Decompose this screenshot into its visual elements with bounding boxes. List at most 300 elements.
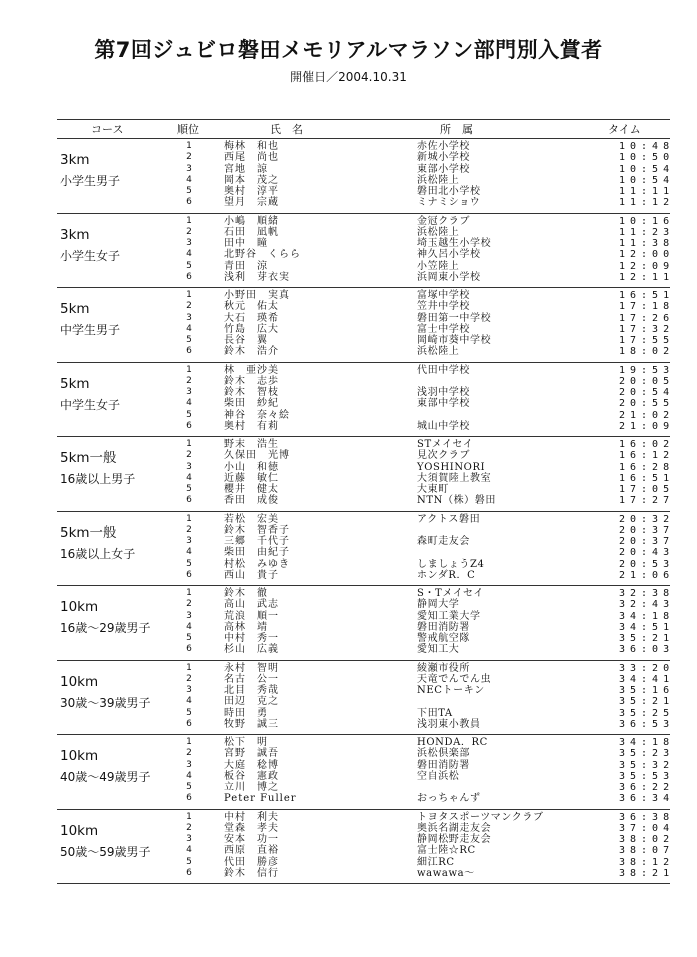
table-row <box>57 834 675 846</box>
time-cell: 33:20 <box>619 662 675 674</box>
time-cell: 35:53 <box>619 770 675 782</box>
club-cell: おっちゃんず <box>417 793 481 805</box>
table-row <box>57 513 675 525</box>
name-cell: 岡本 茂之 <box>224 174 279 186</box>
table-row <box>57 759 675 771</box>
time-cell: 32:43 <box>619 599 675 611</box>
name-cell: 梅林 和也 <box>224 141 279 152</box>
club-cell: 赤佐小学校 <box>417 141 470 152</box>
club-cell: ホンダR．C <box>417 569 476 581</box>
rank-cell: 6 <box>186 420 192 431</box>
time-cell: 37:04 <box>619 822 675 834</box>
table-row <box>57 398 675 410</box>
table-row <box>57 461 675 473</box>
results-table <box>57 119 675 884</box>
table-row <box>57 186 675 198</box>
table-row <box>57 737 675 748</box>
category-block <box>57 661 675 735</box>
rank-cell: 1 <box>186 811 192 822</box>
table-row <box>57 856 675 868</box>
name-cell: 青田 涼 <box>224 260 268 272</box>
club-cell: 神久呂小学校 <box>417 249 481 261</box>
club-cell: 空自浜松 <box>417 770 460 782</box>
name-cell: 立川 博之 <box>224 782 279 794</box>
name-cell: 奥村 有莉 <box>224 420 279 432</box>
table-row <box>57 495 675 507</box>
name-cell: 宮地 諒 <box>224 163 268 175</box>
club-cell: 笠井中学校 <box>417 301 470 313</box>
time-cell: 10:48 <box>619 141 675 152</box>
club-cell: 浅羽東小教員 <box>417 718 481 730</box>
name-cell: 高山 武志 <box>224 599 279 611</box>
time-cell: 32:38 <box>619 588 675 599</box>
club-cell: 埼玉越生小学校 <box>417 238 492 250</box>
name-cell: 長谷 翼 <box>224 335 268 347</box>
time-cell: 34:51 <box>619 621 675 633</box>
time-cell: 12:09 <box>619 260 675 272</box>
name-cell: 林 亜沙美 <box>224 364 279 376</box>
time-cell: 17:32 <box>619 323 675 335</box>
name-cell: 板谷 憲政 <box>224 770 279 782</box>
club-cell: 磐田消防署 <box>417 621 470 633</box>
time-cell: 35:16 <box>619 685 675 697</box>
name-cell: 荒浪 順一 <box>224 610 279 622</box>
club-cell: 浜松陸上 <box>417 346 460 358</box>
rank-cell: 2 <box>186 152 192 163</box>
rank-cell: 3 <box>186 387 192 398</box>
category-block <box>57 735 675 809</box>
table-row <box>57 569 675 581</box>
rank-cell: 2 <box>186 301 192 312</box>
table-header <box>57 120 670 138</box>
time-cell: 17:05 <box>619 484 675 496</box>
category-distance: 5km <box>60 301 90 317</box>
name-cell: 神谷 奈々絵 <box>224 409 290 421</box>
rank-cell: 4 <box>186 174 192 185</box>
page-title: 第7回ジュビロ磐田メモリアルマラソン部門別入賞者 <box>94 38 603 62</box>
name-cell: 若松 宏美 <box>224 513 279 525</box>
name-cell: 鈴木 徹 <box>224 588 268 599</box>
name-cell: 西尾 尚也 <box>224 152 279 164</box>
time-cell: 35:21 <box>619 633 675 645</box>
time-cell: 19:53 <box>619 364 675 376</box>
rank-cell: 2 <box>186 822 192 833</box>
result-rows <box>57 662 675 731</box>
rank-cell: 3 <box>186 834 192 845</box>
time-cell: 36:34 <box>619 793 675 805</box>
category-distance: 10km <box>60 748 99 764</box>
time-cell: 21:09 <box>619 420 675 432</box>
club-cell: 小笠陸上 <box>417 260 460 272</box>
name-cell: 田辺 克之 <box>224 696 279 708</box>
club-cell: 岡崎市葵中学校 <box>417 335 492 347</box>
header-time: タイム <box>608 123 641 136</box>
club-cell: しましょうZ4 <box>417 558 485 570</box>
rank-cell: 3 <box>186 610 192 621</box>
table-row <box>57 845 675 857</box>
result-rows <box>57 588 675 656</box>
club-cell: 城山中学校 <box>417 420 470 432</box>
club-cell: STメイセイ <box>417 439 474 450</box>
category-division: 中学生男子 <box>60 323 121 337</box>
rank-cell: 6 <box>186 718 192 729</box>
time-cell: 34:18 <box>619 737 675 748</box>
club-cell: NECトーキン <box>417 685 485 697</box>
rank-cell: 4 <box>186 621 192 632</box>
name-cell: 大石 瑛希 <box>224 312 279 324</box>
table-row <box>57 301 675 313</box>
header-rank: 順位 <box>177 123 199 136</box>
name-cell: 鈴木 浩介 <box>224 346 279 358</box>
time-cell: 20:05 <box>619 375 675 387</box>
table-row <box>57 707 675 719</box>
table-row <box>57 163 675 175</box>
category-division: 40歳〜49歳男子 <box>60 770 151 784</box>
rank-cell: 1 <box>186 737 192 747</box>
table-row <box>57 644 675 656</box>
rank-cell: 5 <box>186 633 192 644</box>
rank-cell: 1 <box>186 662 192 673</box>
category-division: 50歳〜59歳男子 <box>60 844 151 859</box>
rank-cell: 3 <box>186 685 192 696</box>
club-cell: 富塚中学校 <box>417 290 470 301</box>
category-block <box>57 586 675 660</box>
rank-cell: 5 <box>186 409 192 420</box>
table-row <box>57 290 675 301</box>
name-cell: 小嶋 順緒 <box>224 215 279 227</box>
category-distance: 10km <box>60 673 99 690</box>
rank-cell: 6 <box>186 346 192 357</box>
rank-cell: 4 <box>186 696 192 707</box>
results-body <box>57 139 675 884</box>
table-row <box>57 312 675 324</box>
name-cell: 秋元 佑太 <box>224 301 279 313</box>
rank-cell: 6 <box>186 197 192 208</box>
name-cell: 名古 公一 <box>224 673 279 685</box>
table-row <box>57 524 675 536</box>
time-cell: 34:18 <box>619 610 675 622</box>
result-rows <box>57 141 675 209</box>
table-row <box>57 558 675 570</box>
rank-cell: 6 <box>186 644 192 655</box>
time-cell: 20:43 <box>619 547 675 559</box>
club-cell: 東部中学校 <box>417 398 470 410</box>
event-date: 開催日／2004.10.31 <box>290 70 407 84</box>
club-cell: 天竜でんでん虫 <box>417 673 492 685</box>
table-row <box>57 621 675 633</box>
name-cell: 北目 秀哉 <box>224 685 279 697</box>
rank-cell: 3 <box>186 238 192 249</box>
category-distance: 3km <box>60 152 90 168</box>
category-block <box>57 437 675 511</box>
rank-cell: 2 <box>186 524 192 535</box>
rank-cell: 1 <box>186 290 192 300</box>
club-cell: ミナミショウ <box>417 197 481 209</box>
rank-cell: 4 <box>186 249 192 260</box>
category-block <box>57 810 675 884</box>
time-cell: 38:21 <box>619 867 675 879</box>
rank-cell: 5 <box>186 484 192 495</box>
name-cell: 鈴木 信行 <box>224 867 279 879</box>
club-cell: 新城小学校 <box>417 152 470 164</box>
time-cell: 34:41 <box>619 673 675 685</box>
rank-cell: 3 <box>186 536 192 547</box>
club-cell: 静岡松野走友会 <box>417 834 492 846</box>
rank-cell: 3 <box>186 461 192 472</box>
table-row <box>57 323 675 335</box>
table-row <box>57 748 675 760</box>
club-cell: wawawa〜 <box>417 867 475 879</box>
club-cell: 大東町 <box>417 484 449 496</box>
table-row <box>57 141 675 152</box>
name-cell: 櫻井 健太 <box>224 484 279 496</box>
club-cell: 愛知工業大学 <box>417 610 481 622</box>
category-division: 小学生女子 <box>60 248 121 263</box>
time-cell: 11:23 <box>619 226 675 238</box>
result-rows <box>57 215 675 284</box>
table-row <box>57 152 675 164</box>
rank-cell: 4 <box>186 472 192 483</box>
category-block <box>57 288 675 362</box>
name-cell: 永村 智明 <box>224 662 279 674</box>
time-cell: 20:53 <box>619 558 675 570</box>
club-cell: アクトス磐田 <box>417 513 481 525</box>
club-cell: 細江RC <box>417 856 455 868</box>
time-cell: 11:12 <box>619 197 675 209</box>
club-cell: 森町走友会 <box>417 536 470 548</box>
name-cell: 大庭 稔博 <box>224 759 279 771</box>
time-cell: 18:02 <box>619 346 675 358</box>
category-distance: 10km <box>60 822 99 839</box>
time-cell: 16:51 <box>619 290 675 301</box>
rank-cell: 6 <box>186 867 192 878</box>
club-cell: 東部小学校 <box>417 163 470 175</box>
category-block <box>57 214 675 288</box>
name-cell: 野末 浩生 <box>224 439 279 450</box>
table-row <box>57 782 675 794</box>
name-cell: 鈴木 志歩 <box>224 375 279 387</box>
name-cell: 北野谷 くらら <box>224 249 301 261</box>
club-cell: 下田TA <box>417 707 453 719</box>
time-cell: 35:25 <box>619 707 675 719</box>
table-row <box>57 867 675 879</box>
name-cell: 堂森 孝夫 <box>224 822 279 834</box>
rank-cell: 1 <box>186 439 192 449</box>
time-cell: 17:55 <box>619 335 675 347</box>
table-row <box>57 696 675 708</box>
category-division: 中学生女子 <box>60 397 121 412</box>
table-row <box>57 793 675 805</box>
table-row <box>57 215 675 227</box>
rank-cell: 1 <box>186 364 192 375</box>
table-row <box>57 599 675 611</box>
time-cell: 36:03 <box>619 644 675 656</box>
time-cell: 10:54 <box>619 174 675 186</box>
table-row <box>57 673 675 685</box>
time-cell: 17:18 <box>619 301 675 313</box>
result-rows <box>57 290 675 358</box>
club-cell: 静岡大学 <box>417 599 460 611</box>
name-cell: 小野田 実真 <box>224 290 290 301</box>
table-row <box>57 439 675 450</box>
rank-cell: 1 <box>186 513 192 524</box>
name-cell: 西山 貴子 <box>224 569 279 581</box>
time-cell: 10:50 <box>619 152 675 164</box>
rank-cell: 2 <box>186 673 192 684</box>
club-cell: 綾瀬市役所 <box>417 662 470 674</box>
rank-cell: 1 <box>186 141 192 151</box>
time-cell: 10:54 <box>619 163 675 175</box>
rank-cell: 4 <box>186 770 192 781</box>
table-row <box>57 387 675 399</box>
time-cell: 20:55 <box>619 398 675 410</box>
club-cell: トヨタスポーツマンクラブ <box>417 811 544 823</box>
table-row <box>57 811 675 823</box>
table-row <box>57 197 675 209</box>
category-division: 30歳〜39歳男子 <box>60 695 151 710</box>
name-cell: 久保田 光博 <box>224 450 290 462</box>
rank-cell: 5 <box>186 335 192 346</box>
table-row <box>57 249 675 261</box>
table-row <box>57 335 675 347</box>
name-cell: 小山 和徳 <box>224 461 279 473</box>
name-cell: 三郷 千代子 <box>224 536 290 548</box>
result-rows <box>57 364 675 433</box>
rank-cell: 2 <box>186 375 192 386</box>
name-cell: 安本 功一 <box>224 834 279 846</box>
result-rows <box>57 737 675 805</box>
name-cell: 中村 秀一 <box>224 633 279 645</box>
block-divider <box>57 883 670 884</box>
name-cell: 宮野 誠吾 <box>224 748 279 760</box>
time-cell: 20:37 <box>619 524 675 536</box>
table-row <box>57 610 675 622</box>
rank-cell: 6 <box>186 569 192 580</box>
category-division: 16歳〜29歳男子 <box>60 621 151 635</box>
club-cell: 磐田北小学校 <box>417 186 481 198</box>
club-cell: 金冠クラブ <box>417 215 470 227</box>
time-cell: 16:02 <box>619 439 675 450</box>
club-cell: NTN（株）磐田 <box>417 495 496 507</box>
time-cell: 21:06 <box>619 569 675 581</box>
time-cell: 11:11 <box>619 186 675 198</box>
name-cell: 石田 凪帆 <box>224 226 279 238</box>
time-cell: 10:16 <box>619 215 675 227</box>
time-cell: 17:27 <box>619 495 675 507</box>
name-cell: 鈴木 智枝 <box>224 387 279 399</box>
name-cell: 浅利 芽衣実 <box>224 271 290 283</box>
rank-cell: 5 <box>186 186 192 197</box>
table-row <box>57 718 675 730</box>
rank-cell: 2 <box>186 748 192 759</box>
table-row <box>57 346 675 358</box>
name-cell: 田中 瞳 <box>224 238 268 250</box>
name-cell: 牧野 誠三 <box>224 718 279 730</box>
time-cell: 36:53 <box>619 718 675 730</box>
name-cell: 松下 明 <box>224 737 268 748</box>
rank-cell: 4 <box>186 845 192 856</box>
table-row <box>57 472 675 484</box>
rank-cell: 4 <box>186 323 192 334</box>
name-cell: 代田 勝彦 <box>224 856 279 868</box>
rank-cell: 5 <box>186 782 192 793</box>
table-row <box>57 409 675 421</box>
club-cell: 浜松陸上 <box>417 174 460 186</box>
table-row <box>57 450 675 462</box>
rank-cell: 5 <box>186 856 192 867</box>
name-cell: 香田 成俊 <box>224 495 279 507</box>
club-cell: 愛知工大 <box>417 644 460 656</box>
club-cell: YOSHINORI <box>417 461 486 473</box>
name-cell: 近藤 敏仁 <box>224 472 279 484</box>
rank-cell: 5 <box>186 558 192 569</box>
rank-cell: 3 <box>186 312 192 323</box>
table-row <box>57 685 675 697</box>
table-row <box>57 484 675 496</box>
rank-cell: 2 <box>186 599 192 610</box>
table-row <box>57 536 675 548</box>
time-cell: 11:38 <box>619 238 675 250</box>
time-cell: 12:00 <box>619 249 675 261</box>
name-cell: 柴田 紗紀 <box>224 398 279 410</box>
rank-cell: 1 <box>186 215 192 226</box>
table-row <box>57 375 675 387</box>
time-cell: 38:07 <box>619 845 675 857</box>
club-cell: S・Tメイセイ <box>417 588 484 599</box>
table-row <box>57 271 675 283</box>
table-row <box>57 547 675 559</box>
result-rows <box>57 439 675 507</box>
name-cell: 望月 宗蔵 <box>224 197 279 209</box>
club-cell: 富士中学校 <box>417 323 470 335</box>
table-row <box>57 174 675 186</box>
club-cell: 大須賀陸上教室 <box>417 472 492 484</box>
name-cell: 奥村 淳平 <box>224 186 279 198</box>
table-row <box>57 770 675 782</box>
category-distance: 3km <box>60 226 90 243</box>
time-cell: 38:02 <box>619 834 675 846</box>
header-name: 氏 名 <box>270 123 303 136</box>
name-cell: 竹島 広大 <box>224 323 279 335</box>
category-division: 16歳以上男子 <box>60 472 136 486</box>
header-club: 所 属 <box>440 123 473 136</box>
name-cell: Peter Fuller <box>224 793 297 805</box>
club-cell: 磐田消防署 <box>417 759 470 771</box>
club-cell: 富士陸☆RC <box>417 845 476 857</box>
name-cell: 柴田 由紀子 <box>224 547 290 559</box>
rank-cell: 5 <box>186 260 192 271</box>
time-cell: 35:21 <box>619 696 675 708</box>
category-division: 小学生男子 <box>60 174 121 188</box>
name-cell: 杉山 広義 <box>224 644 279 656</box>
category-distance: 5km <box>60 375 90 392</box>
category-distance: 10km <box>60 599 99 615</box>
table-row <box>57 260 675 272</box>
time-cell: 20:32 <box>619 513 675 525</box>
name-cell: 高林 靖 <box>224 621 268 633</box>
time-cell: 12:11 <box>619 271 675 283</box>
table-row <box>57 364 675 376</box>
time-cell: 16:12 <box>619 450 675 462</box>
rank-cell: 4 <box>186 398 192 409</box>
time-cell: 38:12 <box>619 856 675 868</box>
rank-cell: 6 <box>186 495 192 506</box>
rank-cell: 3 <box>186 759 192 770</box>
club-cell: HONDA．RC <box>417 737 488 748</box>
rank-cell: 6 <box>186 793 192 804</box>
club-cell: 見次クラブ <box>417 450 470 462</box>
rank-cell: 5 <box>186 707 192 718</box>
